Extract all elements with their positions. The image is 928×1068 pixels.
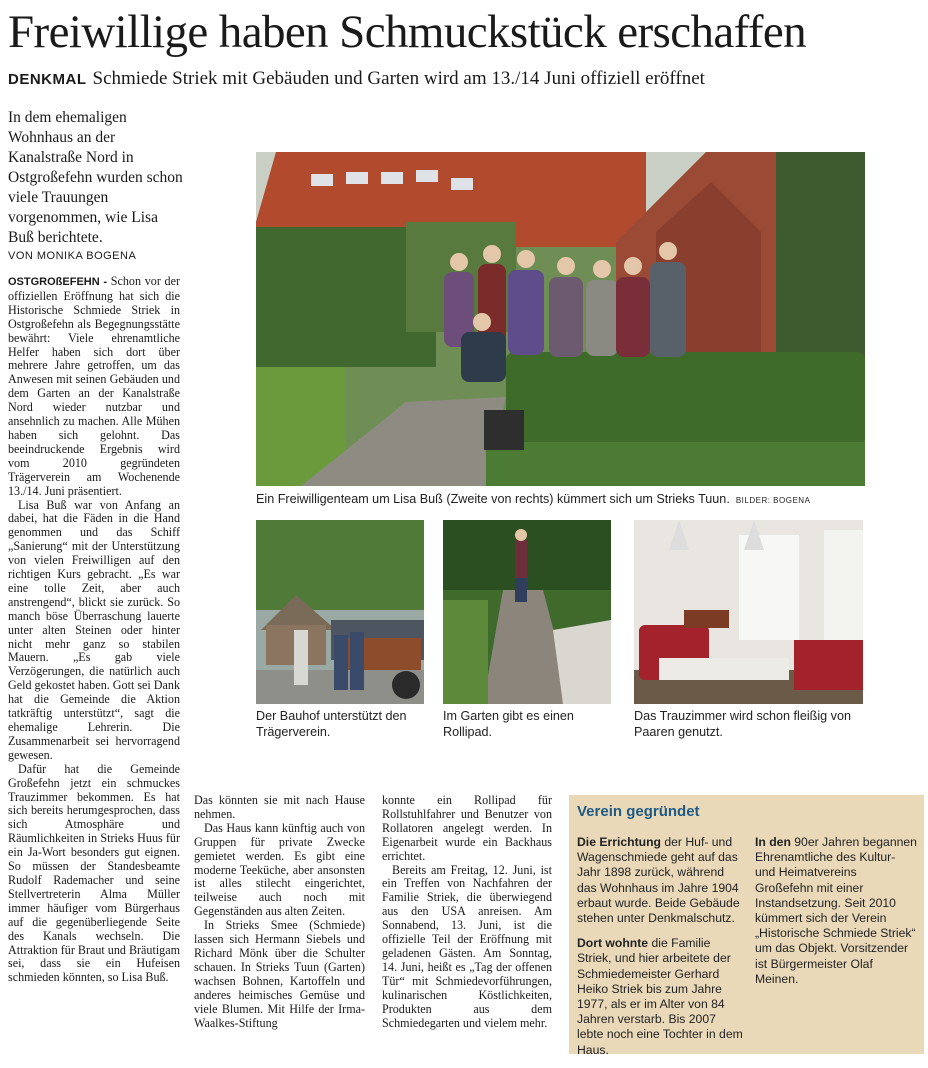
info-paragraph xyxy=(577,835,743,926)
main-caption xyxy=(256,491,876,509)
photo-rollipad xyxy=(443,520,611,704)
subheadline-text: Schmiede Striek mit Gebäuden und Garten wird am 13./14 Juni offiziell eröffnet xyxy=(92,68,705,89)
info-lead: Die Errichtung xyxy=(577,835,661,849)
caption-photo4: Das Trauzimmer wird schon fleißig von Paaren genutzt. xyxy=(634,709,851,739)
paragraph: konnte ein Rollipad für Rollstuhlfahrer und Benutzer von Rollatoren angelegt werden. In Eigenarbeit wurde ein Backhaus errichtet. xyxy=(382,793,552,863)
trauzimmer-image xyxy=(634,520,863,704)
info-box-column-1 xyxy=(577,835,743,1068)
headline: Freiwillige haben Schmuckstück erschaffen xyxy=(8,6,807,58)
paragraph: Bereits am Freitag, 12. Juni, ist ein Treffen von Nachfahren der Familie Striek, die überwiegend aus den USA anreisen. Am Sonnabend, 13. Juni, ist die offizielle Teil der Eröffnung mit geladenen Gästen. Am Sonntag, 14. Juni, heißt es „Tag der offenen Tür“ mit Schmiedevorführungen, kulinarischen Köstlichkeiten, Produkten aus dem Schmiedegarten und vielem mehr. xyxy=(382,862,552,1030)
paragraph: Das könnten sie mit nach Hause nehmen. xyxy=(194,793,365,821)
volunteers-garden-image xyxy=(256,152,865,486)
main-caption-text: Ein Freiwilligenteam um Lisa Buß (Zweite von rechts) kümmert sich um Strieks Tuun. xyxy=(256,492,730,506)
info-text: die Familie Striek, und hier arbeitete der Schmiedemeister Gerhard Heiko Striek bis zum Jahre 1977, als er im Alter von 84 Jahren verstarb. Bis 2007 lebte noch eine Tochter in dem Haus. xyxy=(577,936,743,1057)
info-text: 90er Jahren begannen Ehrenamtliche des Kultur- und Heimatvereins Großefehn mit einer Instandsetzung. Seit 2010 kümmert sich der Verein „Historische Schmiede Striek“ um das Objekt. Vorsitzender ist Bürgermeister Olaf Meinen. xyxy=(755,835,917,986)
rollipad-image xyxy=(443,520,611,704)
photo-bauhof xyxy=(256,520,424,704)
photo-trauzimmer xyxy=(634,520,863,704)
paragraph: Das Haus kann künftig auch von Gruppen für private Zwecke gemietet werden. Es gibt eine moderne Teeküche, aber ansonsten ist alles stilecht eingerichtet, teilweise auch noch mit Gegenständen aus alten Zeiten. xyxy=(194,820,365,919)
info-text: der Huf- und Wagenschmiede geht auf das Jahr 1898 zurück, während das Wohnhaus im Jahre 1904 erbaut wurde. Beide Gebäude stehen unter Denkmalschutz. xyxy=(577,835,740,926)
bauhof-image xyxy=(256,520,424,704)
paragraph: Dafür hat die Gemeinde Großefehn jetzt ein schmuckes Trauzimmer bekommen. Es hat sich bereits herumgesprochen, dass sich Atmosphäre und Räumlichkeiten in Strieks Huus für ein Ja-Wort besonders gut eignen. So müssen der Standesbeamte Rudolf Rademacher und seine Stellvertreterin Alma Müller immer häufiger vom Bürgerhaus auf die gegenüberliegende Seite des Kanals wechseln. Die Attraktion für Braut und Bräutigam sei, dass sie ein Hufeisen schmieden könnten, so Lisa Buß. xyxy=(8,761,180,985)
main-photo xyxy=(256,152,865,486)
paragraph: In Strieks Smee (Schmiede) lassen sich Hermann Siebels und Richard Mönk über die Schulter schauen. In Strieks Tuun (Garten) wachsen Bohnen, Kartoffeln und anderes heimisches Gemüse und viele Blumen. Mit Hilfe der Irma-Waalkes-Stiftung xyxy=(194,918,365,1030)
photo-credit: BILDER: BOGENA xyxy=(735,496,811,505)
info-lead: In den xyxy=(755,835,791,849)
byline: VON MONIKA BOGENA xyxy=(8,250,137,262)
info-lead: Dort wohnte xyxy=(577,936,649,951)
dateline: OSTGROßEFEHN - xyxy=(8,276,108,288)
info-box xyxy=(569,795,924,1057)
caption-photo3: Im Garten gibt es einen Rollipad. xyxy=(443,709,574,739)
subheadline xyxy=(8,67,920,92)
kicker: DENKMAL xyxy=(8,71,87,88)
article-column-1 xyxy=(8,275,180,985)
teaser: In dem ehemaligen Wohnhaus an der Kanalstraße Nord in Ostgroßefehn wurden schon viele Trauungen vorgenommen, wie Lisa Buß berichtete. xyxy=(8,109,183,246)
article-column-2 xyxy=(194,794,365,1030)
paragraph xyxy=(8,275,180,499)
info-box-column-2 xyxy=(755,835,917,997)
paragraph: Lisa Buß war von Anfang an dabei, hat die Fäden in die Hand genommen und das Schiff „Sanierung“ mit der Unterstützung von vielen Freiwilligen auf den richtigen Kurs gebracht. „Es war eine tolle Zeit, aber auch anstrengend“, blickt sie zurück. So manch böse Überraschung lauerte unter alten Steinen oder hinter nicht mehr ganz so stabilen Mauern. „Es gab viele Verzögerungen, die natürlich auch Geld gekostet haben. Gott sei Dank hat die Gemeinde die Aktion tatkräftig unterstützt“, sagt die ehemalige Lehrerin. Die Zusammenarbeit sei hervorragend gewesen. xyxy=(8,497,180,762)
paragraph-text: Schon vor der offiziellen Eröffnung hat sich die Historische Schmiede Striek in Ostgroßefehn als Begegnungsstätte bewährt: Viele ehrenamtliche Helfer haben sich dort über mehrere Jahre getroffen, um das Anwesen mit seinen Gebäuden und dem Garten an der Kanalstraße Nord wieder nutzbar und ansehnlich zu machen. Alle Mühen haben sich gelohnt. Das beeindruckende Ergebnis wird vom 2010 gegründeten Trägerverein am Wochenende 13./14. Juni präsentiert. xyxy=(8,274,180,498)
article-column-3 xyxy=(382,794,552,1030)
info-box-title: Verein gegründet xyxy=(577,803,700,820)
info-paragraph xyxy=(577,936,743,1058)
caption-photo2: Der Bauhof unterstützt den Trägerverein. xyxy=(256,709,407,739)
info-paragraph xyxy=(755,835,917,987)
